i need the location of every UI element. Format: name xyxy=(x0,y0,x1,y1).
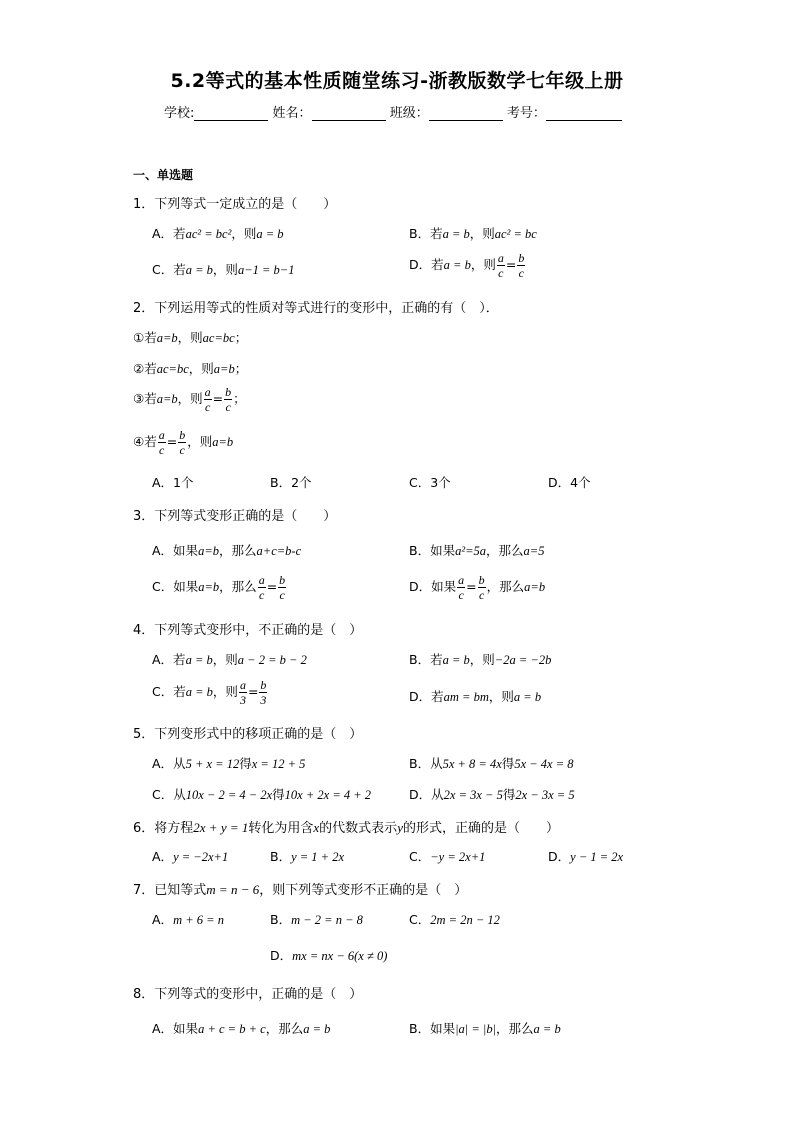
opt-sep: ，那么 xyxy=(219,543,257,558)
q2-option-c[interactable]: C．3个 xyxy=(409,475,451,490)
fraction: $\frac{b}{c}$ xyxy=(225,385,232,414)
exam-no-label: 考号： xyxy=(506,106,546,121)
opt-math: −y = 2x+1 xyxy=(430,850,486,864)
opt-math: a²=5a xyxy=(455,544,487,558)
item-math: a=b xyxy=(212,435,234,449)
opt-math: a = b xyxy=(303,1022,331,1036)
question-1-stem: 1．下列等式一定成立的是（ ） xyxy=(133,197,337,212)
question-3-stem: 3．下列等式变形正确的是（ ） xyxy=(133,509,337,524)
name-blank[interactable] xyxy=(312,106,386,121)
opt-math: a=b xyxy=(198,544,219,558)
stem-math: 2x + y = 1 xyxy=(193,820,249,835)
opt-math: 10x + 2x = 4 + 2 xyxy=(284,788,372,802)
q3-option-d[interactable] xyxy=(409,574,545,601)
q5-option-d[interactable] xyxy=(409,785,575,803)
eq-sign: = xyxy=(266,579,278,594)
opt-math: y − 1 = 2x xyxy=(570,850,624,864)
opt-math: ac² = bc xyxy=(494,227,537,241)
eq-sign: = xyxy=(166,434,178,449)
opt-math: 2x = 3x − 5 xyxy=(443,788,503,802)
opt-label: D．若 xyxy=(409,689,444,704)
eq-sign: = xyxy=(247,684,259,699)
school-label: 学校: xyxy=(164,106,195,121)
opt-label: A．若 xyxy=(152,652,186,667)
opt-math: a = b xyxy=(256,227,284,241)
opt-math: mx = nx − 6(x ≠ 0) xyxy=(292,949,388,963)
opt-label: B． xyxy=(270,912,292,927)
item-math: ac=bc xyxy=(202,331,235,345)
opt-sep: 得 xyxy=(272,787,285,802)
opt-sep: ，则 xyxy=(212,652,238,667)
opt-math: a = b xyxy=(533,1022,561,1036)
q3-option-b[interactable] xyxy=(409,541,544,559)
fraction: $\frac{b}{3}$ xyxy=(260,678,267,707)
opt-math: a = b xyxy=(513,690,542,704)
opt-label: D．若 xyxy=(409,257,444,272)
q8-option-a[interactable] xyxy=(152,1019,330,1037)
fraction: $\frac{a}{3}$ xyxy=(239,678,246,707)
student-info-line xyxy=(164,102,622,121)
item-sep: ，则 xyxy=(177,330,203,345)
class-label: 班级： xyxy=(389,106,429,121)
opt-math: a=b xyxy=(198,580,220,594)
q1-option-d[interactable] xyxy=(409,252,526,279)
opt-math: ac² = bc² xyxy=(185,227,232,241)
q1-option-c[interactable] xyxy=(152,260,295,278)
item-end: ； xyxy=(233,391,246,406)
fraction: $\frac{b}{c}$ xyxy=(478,573,485,602)
opt-math: a = b xyxy=(442,227,470,241)
fraction: $\frac{b}{c}$ xyxy=(179,428,186,457)
stem-text: 的代数式表示 xyxy=(319,821,398,836)
opt-math: a = b xyxy=(442,653,470,667)
opt-math: a+c=b-c xyxy=(256,544,302,558)
eq-sign: = xyxy=(466,579,477,594)
eq-sign: = xyxy=(505,257,517,272)
opt-label: A．若 xyxy=(152,226,186,241)
opt-sep: ，则 xyxy=(469,652,495,667)
stem-math: m = n − 6 xyxy=(206,882,260,897)
item-math: ac=bc xyxy=(156,362,189,376)
question-4-stem: 4．下列等式变形中，不正确的是（ ） xyxy=(133,623,363,638)
opt-math: m + 6 = n xyxy=(173,913,224,927)
opt-math: a = b xyxy=(185,263,213,277)
opt-sep: ，则 xyxy=(212,684,238,699)
opt-math: a=5 xyxy=(523,544,545,558)
fraction: $\frac{a}{c}$ xyxy=(258,573,265,602)
opt-math: 5 + x = 12 xyxy=(185,757,240,771)
question-7-stem xyxy=(133,879,467,898)
stem-text: 7．已知等式 xyxy=(133,883,207,898)
opt-math: a + c = b + c xyxy=(198,1022,266,1036)
exam-no-blank[interactable] xyxy=(546,106,622,121)
fraction: $\frac{a}{c}$ xyxy=(158,428,165,457)
opt-math: a = b xyxy=(443,258,471,272)
opt-math: 10x − 2 = 4 − 2x xyxy=(185,788,273,802)
item-math: a=b xyxy=(213,362,235,376)
opt-label: A． xyxy=(152,912,174,927)
item-sep: ，则 xyxy=(187,434,213,449)
opt-label: D． xyxy=(270,948,293,963)
stem-math: x xyxy=(313,820,320,835)
item-label: ②若 xyxy=(133,361,157,376)
q2-option-a[interactable]: A．1个 xyxy=(152,475,194,490)
opt-sep: 得 xyxy=(239,756,252,771)
opt-sep: ，那么 xyxy=(219,579,257,594)
opt-math: y = 1 + 2x xyxy=(291,850,345,864)
opt-label: D．从 xyxy=(409,787,444,802)
opt-math: a−1 = b−1 xyxy=(237,263,295,277)
opt-sep: ，则 xyxy=(231,226,257,241)
question-8-stem: 8．下列等式的变形中，正确的是（ ） xyxy=(133,987,363,1002)
opt-math: a=b xyxy=(524,580,546,594)
opt-sep: 得 xyxy=(502,787,516,802)
q7-option-b[interactable] xyxy=(270,910,363,928)
item-label: ④若 xyxy=(133,434,157,449)
item-end: ； xyxy=(234,361,248,376)
opt-sep: ，则 xyxy=(470,257,496,272)
opt-label: C．若 xyxy=(152,684,186,699)
eq-sign: = xyxy=(212,391,224,406)
item-end: ； xyxy=(234,330,248,345)
q2-item-2 xyxy=(133,359,247,377)
opt-sep: ，则 xyxy=(212,262,238,277)
q3-option-a[interactable] xyxy=(152,541,301,559)
fraction: $\frac{b}{c}$ xyxy=(279,573,286,602)
opt-math: a = b xyxy=(185,653,213,667)
opt-label: B．如果 xyxy=(409,543,456,558)
q6-option-b[interactable] xyxy=(270,847,344,865)
opt-label: B．从 xyxy=(409,756,443,771)
stem-text: 转化为用含 xyxy=(248,821,314,836)
opt-label: A． xyxy=(152,849,174,864)
opt-label: C．如果 xyxy=(152,579,199,594)
page-title: 5.2等式的基本性质随堂练习-浙教版数学七年级上册 xyxy=(170,70,624,92)
opt-math: 5x − 4x = 8 xyxy=(514,757,574,771)
opt-math: a − 2 = b − 2 xyxy=(237,653,307,667)
q2-item-3 xyxy=(133,386,246,413)
q4-option-a[interactable] xyxy=(152,650,307,668)
item-label: ①若 xyxy=(133,330,157,345)
opt-label: D．如果 xyxy=(409,579,457,594)
q5-option-b[interactable] xyxy=(409,754,574,772)
opt-sep: ，那么 xyxy=(486,579,525,594)
opt-sep: ，则 xyxy=(469,226,495,241)
opt-sep: ，那么 xyxy=(496,1021,534,1036)
q6-option-a[interactable] xyxy=(152,847,228,865)
q3-option-c[interactable] xyxy=(152,574,287,601)
school-blank[interactable] xyxy=(194,106,268,121)
q2-item-1 xyxy=(133,328,247,346)
section-heading: 一、单选题 xyxy=(133,168,194,182)
opt-sep: 得 xyxy=(501,756,515,771)
stem-text: 6．将方程 xyxy=(133,821,194,836)
opt-math: −2a = −2b xyxy=(494,653,552,667)
q6-option-c[interactable] xyxy=(409,847,485,865)
stem-math: y xyxy=(397,820,403,835)
opt-label: B． xyxy=(270,849,292,864)
opt-label: A．如果 xyxy=(152,1021,199,1036)
q5-option-a[interactable] xyxy=(152,754,305,772)
opt-math: am = bm xyxy=(443,690,489,704)
opt-label: C．从 xyxy=(152,787,186,802)
fraction: $\frac{b}{c}$ xyxy=(518,251,525,280)
opt-label: B．若 xyxy=(409,652,443,667)
stem-text: ，则下列等式变形不正确的是（ ） xyxy=(259,883,468,898)
opt-math: 2x − 3x = 5 xyxy=(515,788,575,802)
fraction: $\frac{a}{c}$ xyxy=(458,573,465,602)
item-sep: ，则 xyxy=(177,391,203,406)
q2-item-4 xyxy=(133,429,233,456)
q1-option-b[interactable] xyxy=(409,224,537,242)
q4-option-d[interactable] xyxy=(409,687,541,705)
q2-option-d[interactable]: D．4个 xyxy=(548,475,591,490)
q7-option-c[interactable] xyxy=(409,910,500,928)
stem-text: 的形式，正确的是（ ） xyxy=(402,821,559,836)
opt-sep: ，那么 xyxy=(265,1021,304,1036)
opt-sep: ，则 xyxy=(488,689,514,704)
opt-math: a = b xyxy=(185,685,213,699)
fraction: $\frac{a}{c}$ xyxy=(204,385,211,414)
question-2-stem: 2．下列运用等式的性质对等式进行的变形中，正确的有（ ）． xyxy=(133,301,499,316)
opt-label: B．如果 xyxy=(409,1021,456,1036)
q5-option-c[interactable] xyxy=(152,785,371,803)
q7-option-d[interactable] xyxy=(270,946,387,964)
opt-label: D． xyxy=(548,849,571,864)
opt-label: A．如果 xyxy=(152,543,199,558)
opt-label: C． xyxy=(409,912,431,927)
opt-label: C． xyxy=(409,849,431,864)
item-math: a=b xyxy=(156,331,178,345)
opt-math: 5x + 8 = 4x xyxy=(442,757,502,771)
q4-option-b[interactable] xyxy=(409,650,551,668)
question-5-stem: 5．下列变形式中的移项正确的是（ ） xyxy=(133,727,363,742)
class-blank[interactable] xyxy=(429,106,503,121)
question-6-stem xyxy=(133,817,559,836)
item-math: a=b xyxy=(156,392,178,406)
q6-option-d[interactable] xyxy=(548,847,623,865)
opt-math: |a| = |b| xyxy=(455,1022,497,1036)
opt-math: 2m = 2n − 12 xyxy=(430,913,500,927)
opt-math: m − 2 = n − 8 xyxy=(291,913,363,927)
opt-label: A．从 xyxy=(152,756,186,771)
name-label: 姓名： xyxy=(272,106,312,121)
item-sep: ，则 xyxy=(188,361,214,376)
fraction: $\frac{a}{c}$ xyxy=(497,251,504,280)
q2-option-b[interactable]: B．2个 xyxy=(270,475,312,490)
opt-label: B．若 xyxy=(409,226,443,241)
q8-option-b[interactable] xyxy=(409,1019,561,1037)
opt-sep: ，那么 xyxy=(486,543,524,558)
q4-option-c[interactable] xyxy=(152,679,268,706)
opt-math: y = −2x+1 xyxy=(173,850,229,864)
opt-math: x = 12 + 5 xyxy=(251,757,306,771)
q7-option-a[interactable] xyxy=(152,910,224,928)
q1-option-a[interactable] xyxy=(152,224,284,242)
opt-label: C．若 xyxy=(152,262,186,277)
item-label: ③若 xyxy=(133,391,157,406)
